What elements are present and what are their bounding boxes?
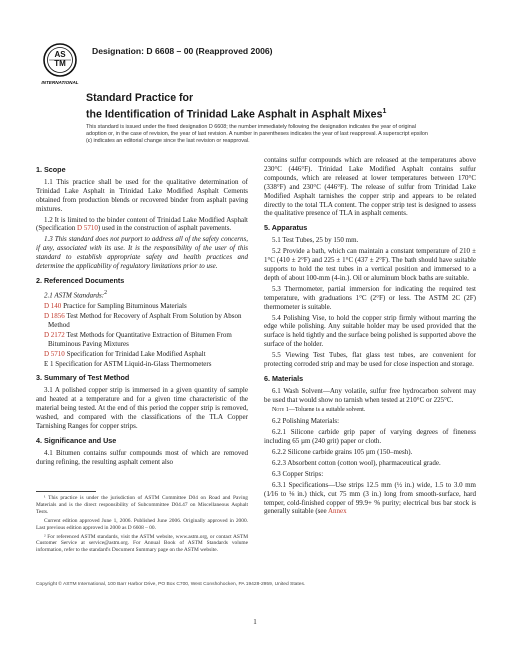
reference-item: D 2172 Test Methods for Quantitative Extraction of Bitumen From Bituminous Paving Mixtures [44,330,232,348]
paragraph-5-3: 5.3 Thermometer, partial immersion for indicating the required test temperature, with graduations 1°C (2°F) or less. The ASTM 2C (2F) thermometer is suitable. [264,284,476,311]
copyright-notice: Copyright © ASTM International, 100 Barr Harbor Drive, PO Box C700, West Conshohocken, PA 19428-2959, United States. [36,582,306,587]
astm-standards-intro: 2.1 ASTM Standards:$^2$ [44,289,108,300]
footnote-1-edition: Current edition approved June 1, 2006. Published June 2006. Originally approved in 2000. Last previous edition approved in 2000 as D 6608 – 00. [36,517,248,531]
paragraph-6-2-2: 6.2.2 Silicone carbide grains 105 µm (150–mesh). [272,447,413,456]
footnote-1: ¹ This practice is under the jurisdiction of ASTM Committee D04 on Road and Paving Materials and is the direct responsibility of Subcommittee D04.47 on Miscellaneous Asphalt Tests. [36,495,248,515]
section-materials-title: 6. Materials [264,373,304,383]
reference-code: E 1 [44,359,54,368]
document-title [86,92,466,122]
paragraph-5-1: 5.1 Test Tubes, 25 by 150 mm. [272,236,359,245]
paragraph-6-2-3: 6.2.3 Absorbent cotton (cotton wool), pharmaceutical grade. [272,458,441,467]
section-apparatus-title: 5. Apparatus [264,223,308,233]
footnotes [36,495,248,556]
svg-text:AS: AS [54,50,66,59]
reference-item: D 1856 Test Method for Recovery of Asphalt From Solution by Abson Method [44,312,242,329]
paragraph-5-4: 5.4 Polishing Vise, to hold the copper strip firmly without marring the edge while polishing. Any suitable holder may be used provided that the surface is held tightly and the surface being polished is supported above the surface of the holder. [264,313,476,349]
paragraph-1-3: 1.3 This standard does not purport to address all of the safety concerns, if any, associated with its use. It is the responsibility of the user of this standard to establish appropriate safety and health practices and determine the applicability of regulatory limitations prior to use. [36,235,248,271]
issue-note: This standard is issued under the fixed designation D 6608; the number immediately following the designation indicates the year of original adoption or, in the case of revision, the year of last revision. A number in parentheses indicates the year of last reapproval. A superscript epsilon (ε) indicates an editorial change since the last revision or reapproval. [86,124,428,145]
footnote-rule [36,491,96,492]
svg-text:TM: TM [54,59,66,68]
paragraph-5-2: 5.2 Provide a bath, which can maintain a constant temperature of 210 ± 1°C (410 ± 2°F) and 225 ± 1°C (437 ± 2°F). The bath should have suitable supports to hold the test tubes in a vertical position and immersed to a depth of about 100-mm (4-in.). Oil or aluminum block baths are suitable. [264,247,476,282]
paragraph-4-1: 4.1 Bitumen contains sulfur compounds most of which are removed during refining, the resulting asphalt cement also [36,448,248,466]
link-d5710[interactable]: D 5710 [77,224,98,233]
paragraph-1-1: 1.1 This practice shall be used for the qualitative determination of Trinidad Lake Asphalt in Trinidad Lake Modified Asphalt Cements obtained from production blends or recovered binder from asphalt paving mixtures. [36,177,248,213]
title-line-2: the Identification of Trinidad Lake Asphalt in Asphalt Mixes$^1$ [86,108,387,121]
section-summary-title: 3. Summary of Test Method [36,373,130,383]
paragraph-3-1: 3.1 A polished copper strip is immersed in a given quantity of sample and heated at a temperature and for a given time characteristic of the material being tested. At the end of this period the copper strip is removed, washed, and compared with the classifications of the TLA Copper Tarnishing Ranges for copper strips. [36,386,248,430]
reference-link[interactable]: D 2172 [44,330,65,339]
page-number: 1 [253,618,257,626]
paragraph-1-2: 1.2 It is limited to the binder content of Trinidad Lake Modified Asphalt (Specification D 5710) used in the construction of asphalt pavements. [36,215,248,233]
reference-link[interactable]: D 1856 [44,312,65,321]
paragraph-6-1: 6.1 Wash Solvent—Any volatile, sulfur free hydrocarbon solvent may be used that would show no tarnish when tested at 210°C or 225°C. [264,386,476,404]
footnote-2: ² For referenced ASTM standards, visit the ASTM website, www.astm.org, or contact ASTM Customer Service at service@astm.org. For Annual Book of ASTM Standards volume information, refer to the standard's Document Summary page on the ASTM website. [36,533,248,554]
svg-text:INTERNATIONAL: INTERNATIONAL [41,80,79,85]
reference-item: D 5710 Specification for Trinidad Lake Modified Asphalt [44,349,206,358]
note-1: Note 1—Toluene is a suitable solvent. [272,406,366,413]
title-line-1: Standard Practice for [86,92,194,104]
paragraph-6-2-1: 6.2.1 Silicone carbide grip paper of varying degrees of fineness including 65 µm (240 grit) paper or cloth. [264,428,476,446]
link-annex[interactable]: Annex [327,507,347,516]
reference-item: E 1 Specification for ASTM Liquid-in-Glass Thermometers [44,359,212,368]
paragraph-6-3: 6.3 Copper Strips: [272,469,324,478]
paragraph-5-5: 5.5 Viewing Test Tubes, flat glass test tubes, are convenient for protecting corroded strip and may be used for close inspection and storage. [264,351,476,369]
astm-logo [40,42,80,86]
paragraph-4-1-continued: contains sulfur compounds which are released at the temperatures above 230°C (446°F). Trinidad Lake Modified Asphalt contains sulfur compounds, which are released at lower temperatures between 170°C (338°F) and 230°C (446°F). The release of sulfur from Trinidad Lake Modified Asphalt tarnishes the copper strip and appears to be related directly to the total TLA content. The copper strip test is designed to assess the qualitative presence of TLA in asphalt cements. [264,156,476,218]
title-footnote-mark: 1 [382,108,387,115]
section-significance-title: 4. Significance and Use [36,435,117,445]
reference-link[interactable]: D 140 [44,302,62,311]
section-referenced-documents-title: 2. Referenced Documents [36,275,125,285]
paragraph-6-3-1: 6.3.1 Specifications—Use strips 12.5 mm (½ in.) wide, 1.5 to 3.0 mm (1⁄16 to ⅛ in.) thick, cut 75 mm (3 in.) long from smooth-surface, hard temper, cold-finished copper of 99.9+ % purity; electrical bus bar stock is generally suitable (see Annex [264,480,476,516]
paragraph-6-2: 6.2 Polishing Materials: [272,417,340,426]
right-column [264,156,476,518]
reference-link[interactable]: D 5710 [44,349,65,358]
left-column [36,160,248,469]
section-scope-title: 1. Scope [36,165,66,174]
designation: Designation: D 6608 – 00 (Reapproved 2006) [92,46,273,56]
reference-item: D 140 Practice for Sampling Bituminous Materials [44,302,187,311]
